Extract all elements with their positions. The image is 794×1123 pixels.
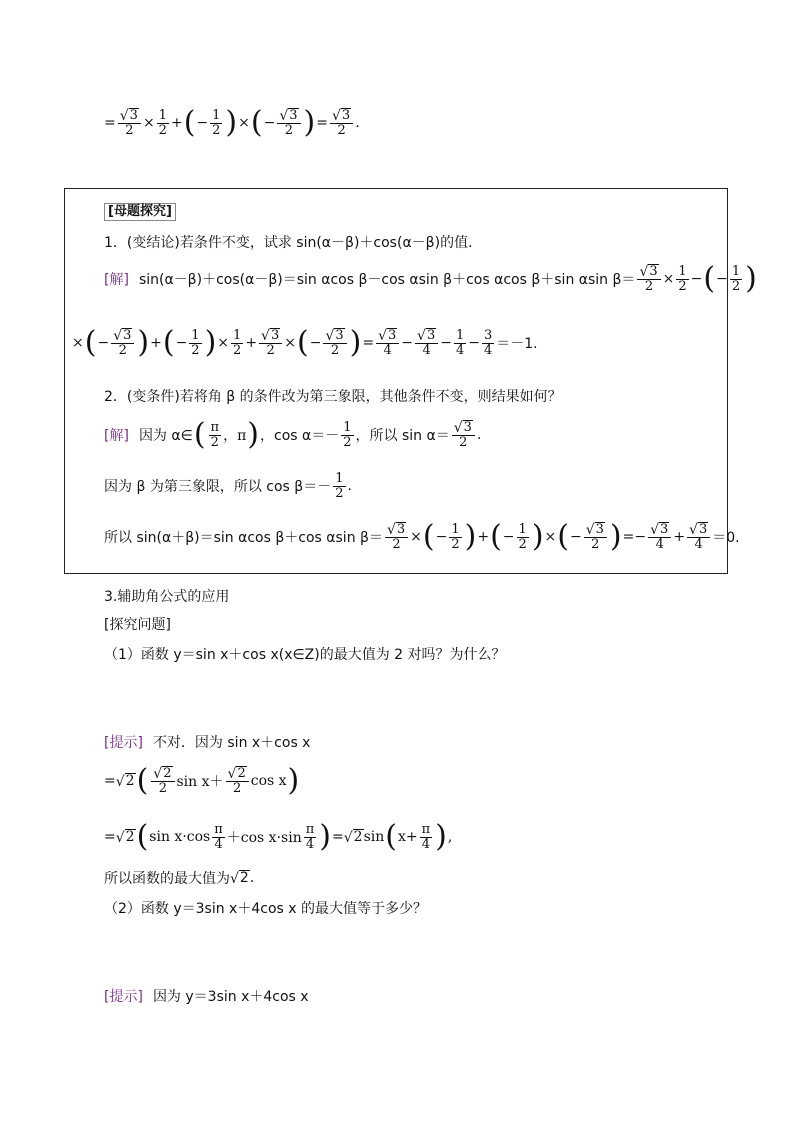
hint-1-line2: = √ 2 ( √ 2 2 sin x＋ √ 2 2 cos x ) <box>104 763 300 798</box>
solution-tag: [解] <box>104 428 129 444</box>
box-solution-1-cont: × ( − √ 3 2 ) + ( − $\frac{1}{2}$ ) × $\frac{1}{2}$ + √ 3 2 × ( − √ 3 2 ) = √ 3 4 − √ 3 4 − $\frac{1}{4}$ − $\frac{3}{4}$ ＝－1. <box>72 325 538 360</box>
conclusion: 所以函数的最大值为 √ 2 . <box>104 870 255 887</box>
section-question-2: （2）函数 y＝3sin x＋4cos x 的最大值等于多少？ <box>104 901 427 917</box>
solution-tag: [解] <box>104 272 129 288</box>
top-equation: = √ 3 2 × $\frac{1}{2}$ + ( − $\frac{1}{2}$ ) × ( − √ 3 2 ) = √ 3 2 . <box>104 105 360 140</box>
explore-label: [探究问题] <box>104 617 171 633</box>
fraction: √ 3 4 <box>376 328 399 358</box>
fraction: $\frac{1}{4}$ <box>455 327 465 358</box>
fraction: $\frac{1}{2}$ <box>678 263 687 294</box>
box-header: [母题探究] <box>104 203 176 221</box>
fraction: √ 3 2 <box>385 522 408 552</box>
fraction: √ 3 2 <box>111 328 134 358</box>
section-question-1: （1）函数 y＝sin x＋cos x(x∈Z)的最大值为 2 对吗？为什么？ <box>104 647 506 663</box>
fraction: $\frac{1}{2}$ <box>191 327 200 358</box>
fraction: $\frac{1}{2}$ <box>335 471 344 501</box>
box-solution-2-line2: 因为 β 为第三象限，所以 cos β＝－ $\frac{1}{2}$ . <box>104 471 352 501</box>
fraction: $\frac{1}{2}$ <box>731 263 741 294</box>
fraction: √ 3 2 <box>330 108 353 138</box>
fraction: $\frac{1}{2}$ <box>343 419 352 450</box>
box-question-1: 1．(变结论)若条件不变，试求 sin(α－β)＋cos(α－β)的值． <box>104 235 483 251</box>
box-solution-1: [解] sin(α－β)＋cos(α－β)＝sin αcos β－cos αsin β＋cos αcos β＋sin αsin β＝ √ 3 2 × $\frac{1}{2}$ − ( − $\frac{1}{2}$ ) <box>104 261 757 296</box>
hint-1: [提示] 不对．因为 sin x＋cos x <box>104 732 310 752</box>
fraction: √ 3 4 <box>687 522 710 552</box>
fraction: $\frac{1}{2}$ <box>212 107 221 138</box>
fraction: $\frac{1}{2}$ <box>233 327 242 358</box>
fraction: $\frac{1}{2}$ <box>451 521 460 552</box>
fraction: √ 3 2 <box>452 420 475 450</box>
fraction: √ 3 2 <box>259 328 282 358</box>
fraction: √ 3 2 <box>118 108 141 138</box>
box-solution-2: [解] 因为 α∈ ( $\frac{\pi}{2}$ ，π ) ，cos α＝－ $\frac{1}{2}$ ，所以 sin α＝ √ 3 2 . <box>104 417 482 452</box>
fraction: √ 3 2 <box>323 328 346 358</box>
fraction: √ 2 2 <box>151 766 174 796</box>
hint-1-line3: = √ 2 ( sin x·cos $\frac{\pi}{4}$ ＋cos x·sin $\frac{\pi}{4}$ ) = √ 2 sin ( x+ $\frac{\pi}{4}$ ) , <box>104 819 453 854</box>
box-question-2: 2．(变条件)若将角 β 的条件改为第三象限，其他条件不变，则结果如何？ <box>104 389 562 405</box>
fraction: $\frac{\pi}{4}$ <box>305 821 315 852</box>
fraction: $\frac{1}{2}$ <box>158 107 167 138</box>
hint-2: [提示] 因为 y＝3sin x＋4cos x <box>104 986 309 1006</box>
fraction: √ 3 4 <box>415 328 438 358</box>
fraction: $\frac{\pi}{4}$ <box>214 821 223 852</box>
fraction: √ 3 2 <box>277 108 300 138</box>
hint-tag: [提示] <box>104 735 143 751</box>
fraction: √ 3 2 <box>637 264 660 294</box>
fraction: $\frac{3}{4}$ <box>483 327 493 358</box>
box-solution-2-line3: 所以 sin(α＋β)＝sin αcos β＋cos αsin β＝ √ 3 2 × ( − $\frac{1}{2}$ ) + ( − $\frac{1}{2}$ ) × ( − √ 3 2 ) = − √ 3 4 + √ 3 4 ＝0. <box>104 519 740 554</box>
hint-tag: [提示] <box>104 989 143 1005</box>
fraction: $\frac{1}{2}$ <box>518 521 527 552</box>
fraction: $\frac{\pi}{4}$ <box>421 821 431 852</box>
section-title: 3.辅助角公式的应用 <box>104 589 230 605</box>
fraction: √ 2 2 <box>226 766 249 796</box>
fraction: √ 3 2 <box>584 522 607 552</box>
fraction: √ 3 4 <box>648 522 671 552</box>
fraction: $\frac{\pi}{2}$ <box>210 419 220 450</box>
